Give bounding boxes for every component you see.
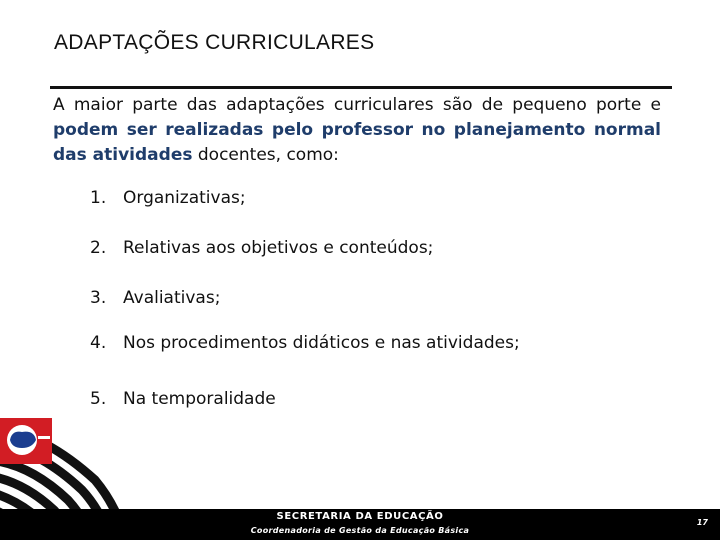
list-item-number: 4. xyxy=(90,333,107,353)
list-item-number: 2. xyxy=(90,238,107,258)
list-item xyxy=(90,238,433,258)
footer-secretaria: SECRETARIA DA EDUCAÇÃO xyxy=(276,511,444,522)
intro-highlight: podem ser realizadas pelo professor no planejamento normal das atividades xyxy=(53,120,661,165)
slide-title: ADAPTAÇÕES CURRICULARES xyxy=(54,31,375,54)
footer-coordenadoria: Coordenadoria de Gestão da Educação Básica xyxy=(250,526,470,535)
intro-paragraph xyxy=(53,93,661,168)
list-item-number: 5. xyxy=(90,389,107,409)
list-item xyxy=(90,288,220,308)
intro-text-end: docentes, como: xyxy=(192,145,339,165)
list-item-number: 1. xyxy=(90,188,107,208)
list-item-text: Relativas aos objetivos e conteúdos; xyxy=(123,238,434,258)
page-number: 17 xyxy=(696,518,708,527)
title-divider xyxy=(50,86,672,89)
list-item-text: Organizativas; xyxy=(123,188,246,208)
list-item xyxy=(90,188,246,208)
list-item xyxy=(90,389,276,409)
list-item-text: Avaliativas; xyxy=(123,288,221,308)
list-item-text: Nos procedimentos didáticos e nas atividades; xyxy=(123,333,520,353)
intro-text-start: A maior parte das adaptações curriculares são de pequeno porte e xyxy=(53,95,661,115)
list-item-text: Na temporalidade xyxy=(123,389,276,409)
list-item-number: 3. xyxy=(90,288,107,308)
footer-branding xyxy=(0,511,720,535)
list-item xyxy=(90,333,520,353)
